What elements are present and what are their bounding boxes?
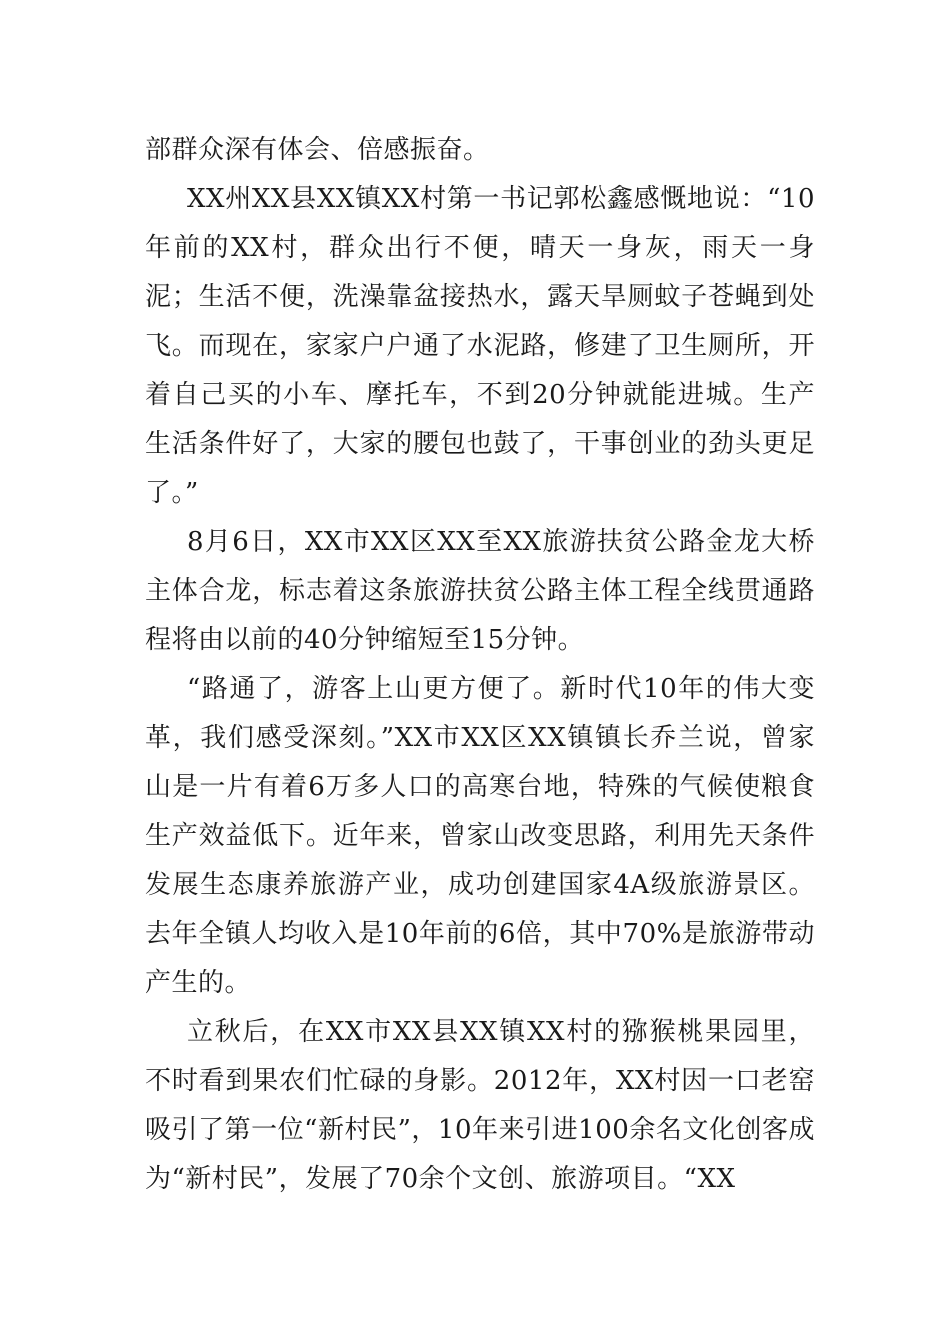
paragraph-5: 立秋后，在XX市XX县XX镇XX村的猕猴桃果园里，不时看到果农们忙碌的身影。2012年，XX村因一口老窑吸引了第一位“新村民”，10年来引进100余名文化创客成为“新村民”，发展了70余个文创、旅游项目。“XX: [145, 1017, 815, 1194]
paragraph-3: 8月6日，XX市XX区XX至XX旅游扶贫公路金龙大桥主体合龙，标志着这条旅游扶贫公路主体工程全线贯通路程将由以前的40分钟缩短至15分钟。: [145, 527, 815, 655]
paragraph-1: 部群众深有体会、倍感振奋。: [145, 135, 490, 165]
paragraph-4: “路通了，游客上山更方便了。新时代10年的伟大变革，我们感受深刻。”XX市XX区XX镇镇长乔兰说，曾家山是一片有着6万多人口的高寒台地，特殊的气候使粮食生产效益低下。近年来，曾家山改变思路，利用先天条件发展生态康养旅游产业，成功创建国家4A级旅游景区。去年全镇人均收入是10年前的6倍，其中70%是旅游带动产生的。: [145, 674, 815, 998]
document-body: [145, 126, 815, 1204]
paragraph-2: XX州XX县XX镇XX村第一书记郭松鑫感慨地说：“10年前的XX村，群众出行不便，晴天一身灰，雨天一身泥；生活不便，洗澡靠盆接热水，露天旱厕蚊子苍蝇到处飞。而现在，家家户户通了水泥路，修建了卫生厕所，开着自己买的小车、摩托车，不到20分钟就能进城。生产生活条件好了，大家的腰包也鼓了，干事创业的劲头更足了。”: [145, 184, 815, 508]
